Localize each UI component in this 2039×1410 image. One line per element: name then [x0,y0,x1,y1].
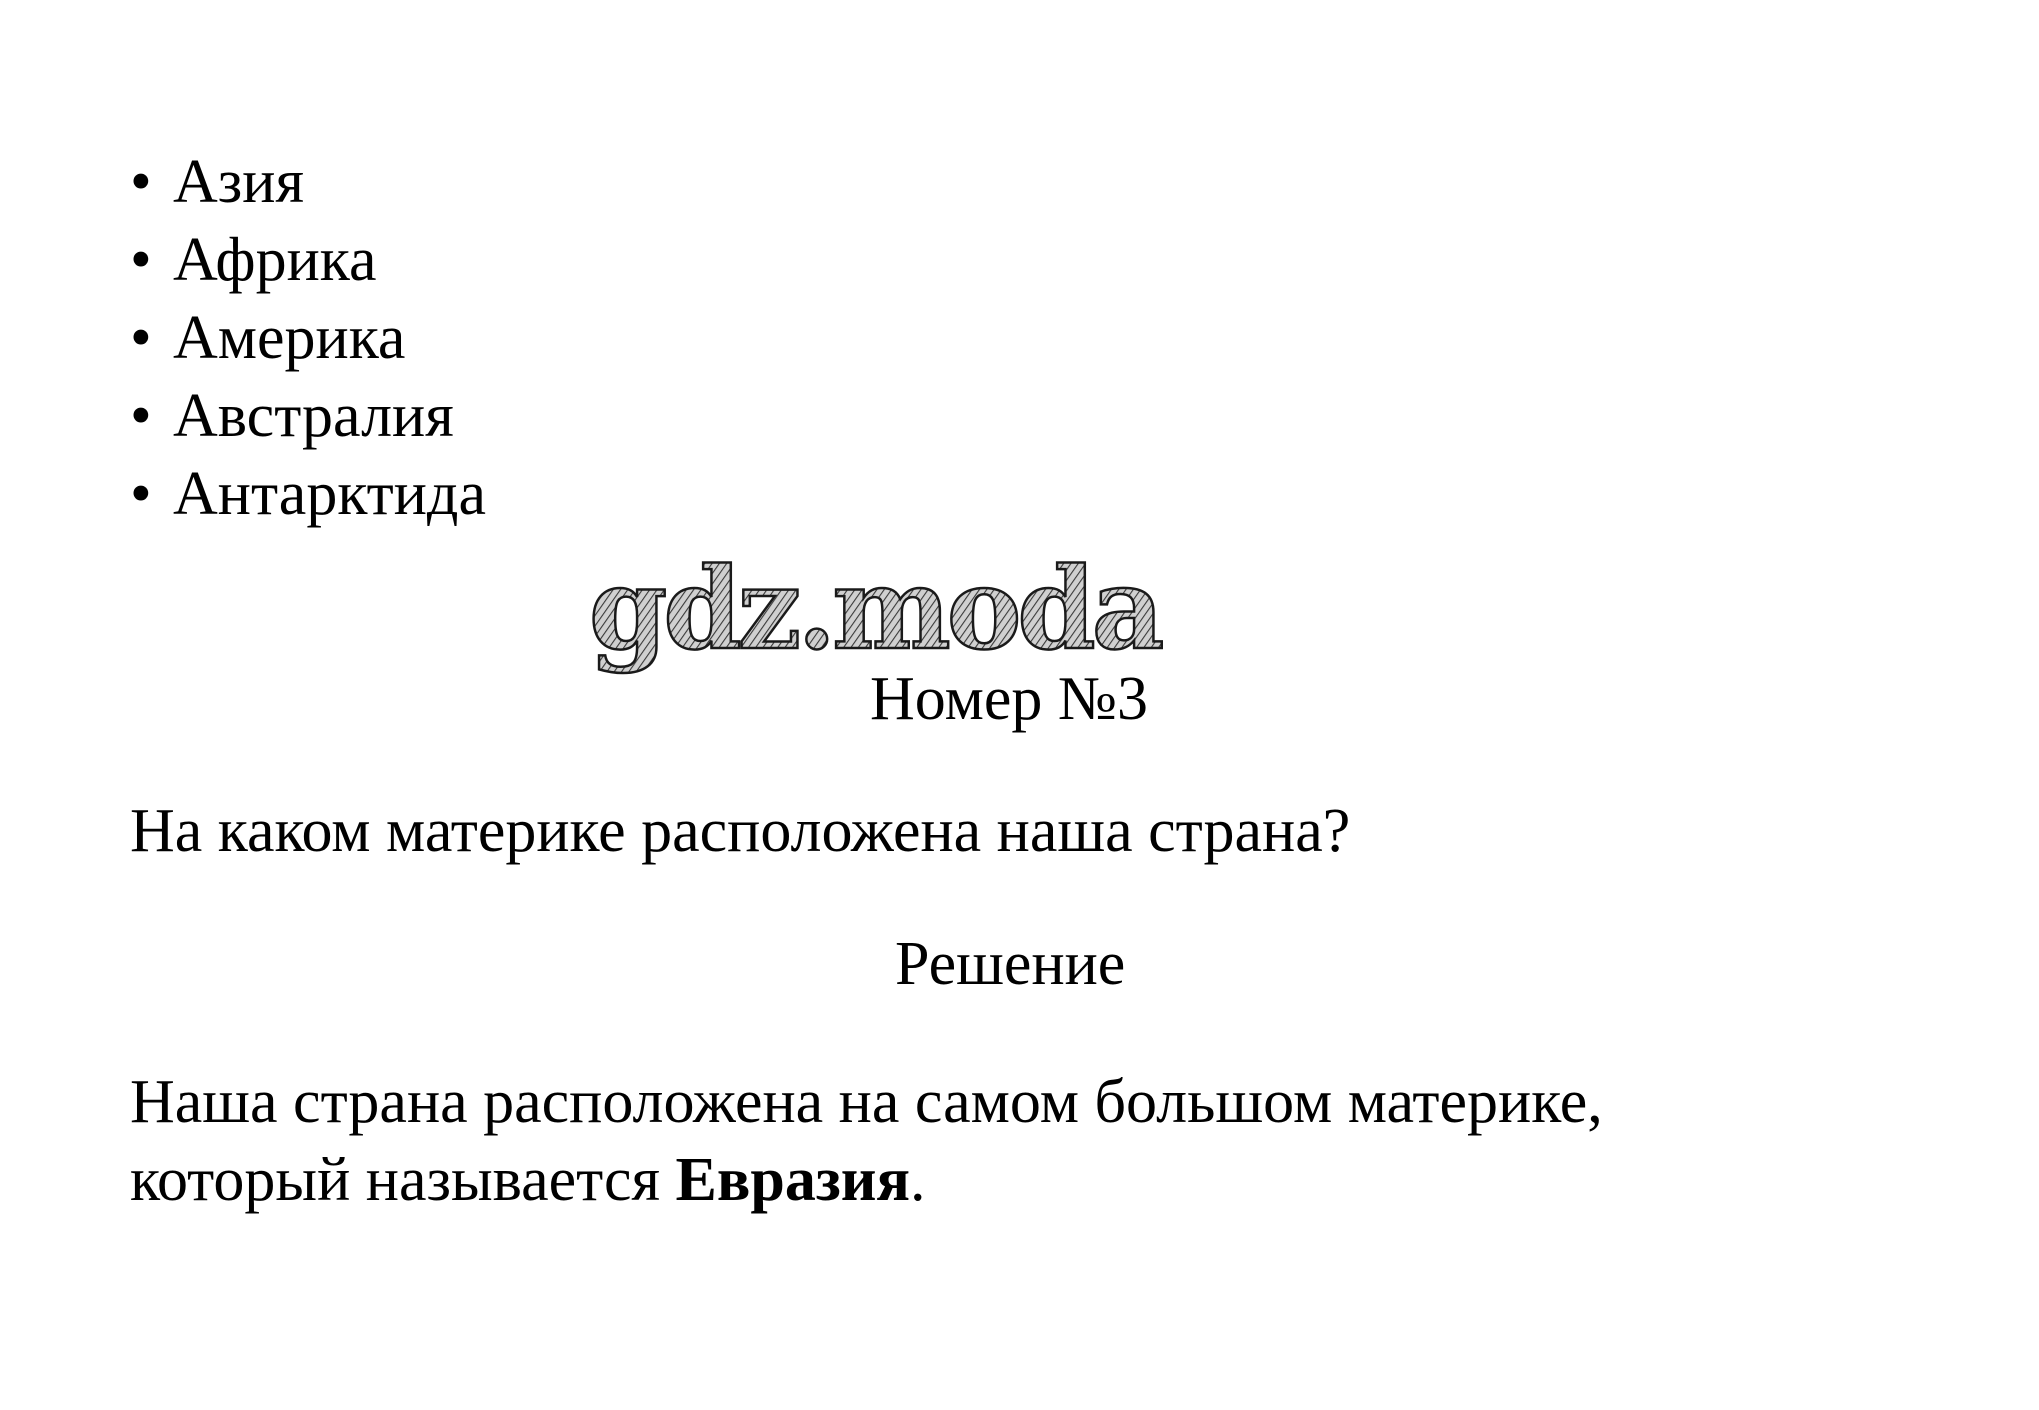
answer-line-1: Наша страна расположена на самом большом материке, [130,1068,1603,1136]
answer-line-2-suffix: . [910,1146,926,1214]
watermark-logo [583,548,1168,678]
bullet-icon: • [130,148,152,216]
answer-bold-term: Евразия [675,1146,910,1214]
list-item [130,455,486,533]
list-item-text: Антарктида [173,460,486,528]
list-item-text: Америка [173,304,406,372]
continent-list [130,143,486,533]
answer-text [130,1063,1603,1219]
list-item [130,221,486,299]
task-number-title: Номер №3 [870,665,1149,733]
watermark-text: gdz.moda [589,548,1161,675]
list-item-text: Азия [173,148,304,216]
list-item-text: Африка [173,226,377,294]
bullet-icon: • [130,382,152,450]
list-item-text: Австралия [173,382,454,450]
answer-line-2-prefix: который называется [130,1146,676,1214]
question-text: На каком материке расположена наша страна? [130,797,1351,865]
list-item [130,377,486,455]
list-item [130,143,486,221]
solution-heading: Решение [895,930,1126,998]
answer-line-2 [130,1141,1603,1219]
bullet-icon: • [130,226,152,294]
bullet-icon: • [130,304,152,372]
bullet-icon: • [130,460,152,528]
list-item [130,299,486,377]
